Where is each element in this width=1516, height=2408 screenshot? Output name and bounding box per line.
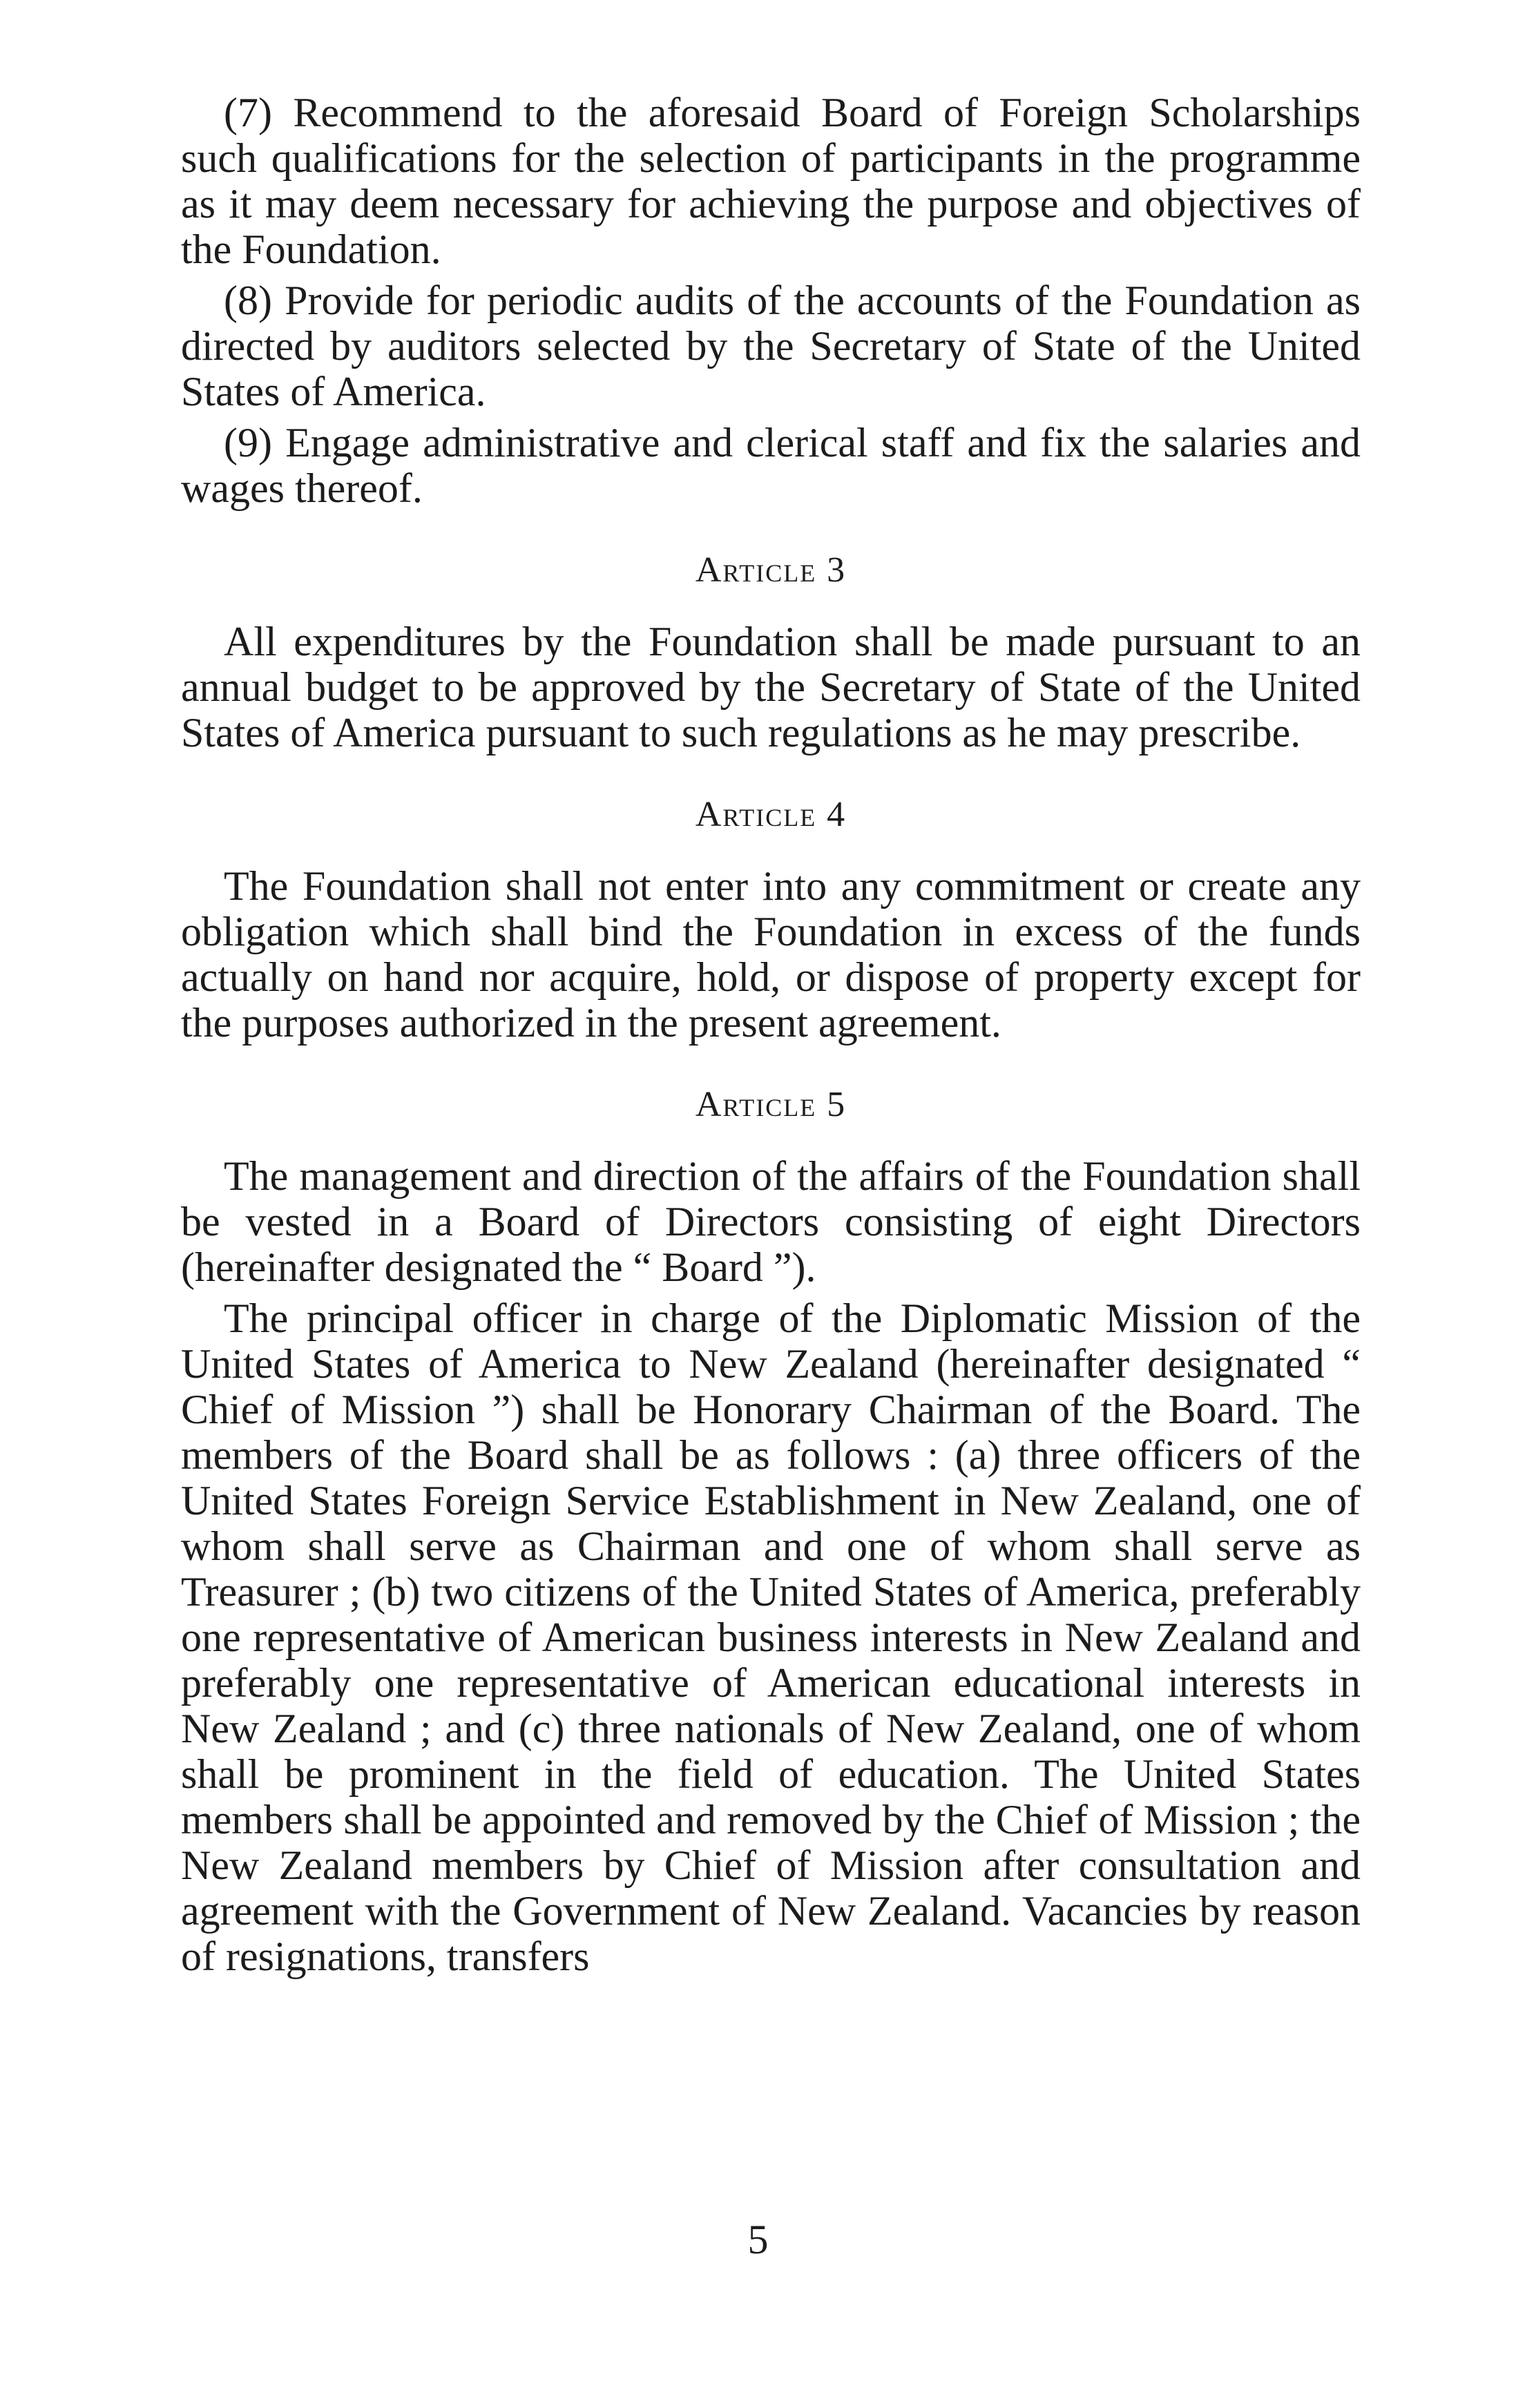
article-5-paragraph-2: The principal officer in charge of the Diplomatic Mission of the United States of America to New Zealand (hereinafter designated “ Chief of Mission ”) shall be Honorary Chairman of the Board. The members of the Board shall be as follows : (a) three officers of the United States Foreign Service Establishment in New Zealand, one of whom shall serve as Chairman and one of whom shall serve as Treasurer ; (b) two citizens of the United States of America, preferably one representative of American business interests in New Zealand and preferably one representative of American educational interests in New Zealand ; and (c) three nationals of New Zealand, one of whom shall be prominent in the field of education. The United States members shall be appointed and removed by the Chief of Mission ; the New Zealand members by Chief of Mission after consultation and agreement with the Government of New Zealand. Vacancies by reason of resignations, transfers bbox=[181, 1295, 1361, 1979]
paragraph-item-8: (8) Provide for periodic audits of the accounts of the Foundation as directed by auditors selected by the Secretary of State of the United States of America. bbox=[181, 278, 1361, 414]
document-page bbox=[181, 90, 1361, 1985]
page-number: 5 bbox=[747, 2217, 769, 2262]
article-4-text: The Foundation shall not enter into any commitment or create any obligation which shall bind the Foundation in excess of the funds actually on hand nor acquire, hold, or dispose of property except for the purposes authorized in the present agreement. bbox=[181, 863, 1361, 1046]
article-4-heading: Article 4 bbox=[695, 795, 847, 834]
article-3-heading: Article 3 bbox=[695, 550, 847, 590]
article-5-heading: Article 5 bbox=[695, 1085, 847, 1124]
article-3-text: All expenditures by the Foundation shall be made pursuant to an annual budget to be approved by the Secretary of State of the United States of America pursuant to such regulations as he may prescribe. bbox=[181, 619, 1361, 755]
paragraph-item-9: (9) Engage administrative and clerical staff and fix the salaries and wages thereof. bbox=[181, 420, 1361, 511]
article-5-paragraph-1: The management and direction of the affairs of the Foundation shall be vested in a Board of Directors consisting of eight Directors (hereinafter designated the “ Board ”). bbox=[181, 1153, 1361, 1290]
paragraph-item-7: (7) Recommend to the aforesaid Board of Foreign Scholarships such qualifications for the selection of participants in the programme as it may deem necessary for achieving the purpose and objectives of the Foundation. bbox=[181, 90, 1361, 272]
